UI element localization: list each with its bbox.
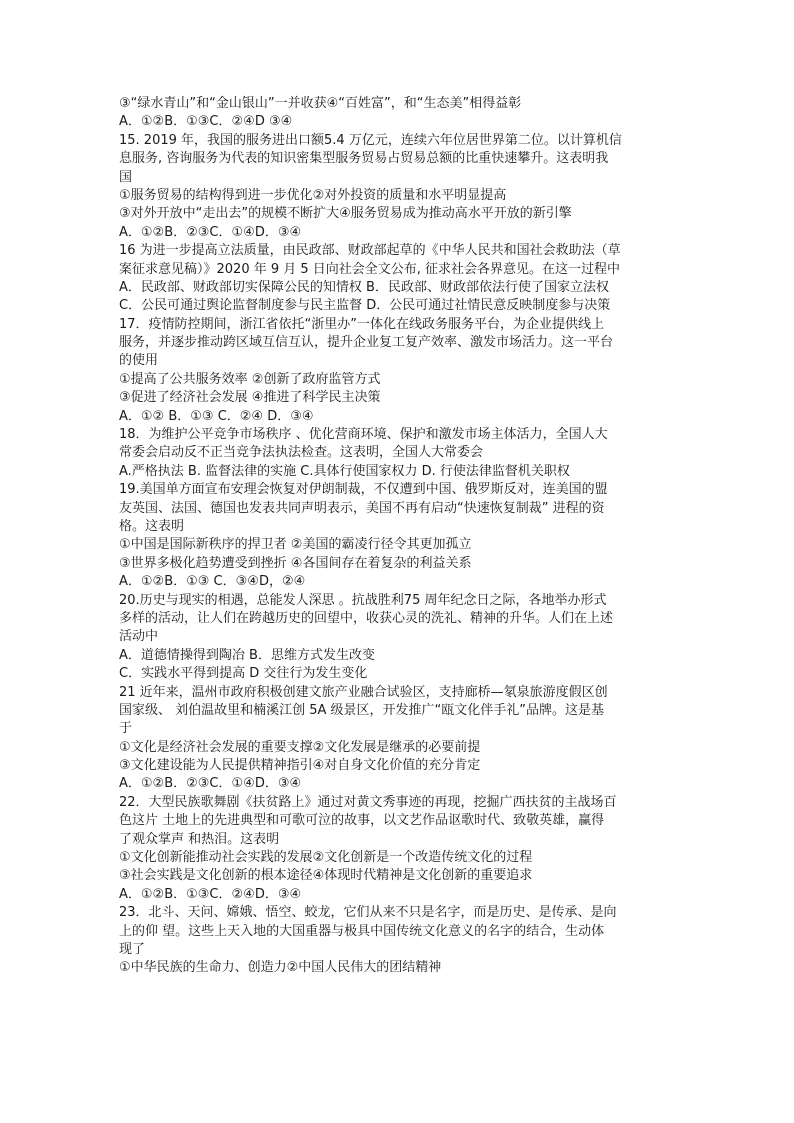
text-line: 22．大型民族歌舞剧《扶贫路上》通过对黄文秀事迹的再现，挖掘广西扶贫的主战场百 [119, 794, 617, 810]
text-line: A．①②B．②③C．①④D．③④ [119, 224, 302, 240]
text-line: 了观众掌声 和热泪。这表明 [119, 831, 280, 847]
text-line: ①中华民族的生命力、创造力②中国人民伟大的团结精神 [119, 960, 442, 976]
text-line: 上的仰 望。这些上天入地的大国重器与极具中国传统文化意义的名字的结合，生动体 [119, 923, 605, 939]
text-line: 18．为维护公平竞争市场秩序 、优化营商环境、保护和激发市场主体活力，全国人大 [119, 427, 608, 443]
text-line: 友英国、法国、德国也发表共同声明表示，美国不再有启动“快速恢复制裁” 进程的资 [119, 500, 605, 516]
text-line: 21 近年来，温州市政府积极创建文旅产业融合试验区，支持廊桥—氡泉旅游度假区创 [119, 684, 608, 700]
text-line: ①中国是国际新秩序的捍卫者 ②美国的霸凌行径令其更加孤立 [119, 537, 472, 553]
text-line: 格。这表明 [119, 518, 185, 534]
text-line: A．①②B．①③C．②④D．③④ [119, 886, 302, 902]
text-line: ③促进了经济社会发展 ④推进了科学民主决策 [119, 390, 381, 406]
text-line: A.严格执法 B. 监督法律的实施 C.具体行使国家权力 D. 行使法律监督机关职权 [119, 463, 570, 479]
text-line: A．道德情操得到陶冶 B．思维方式发生改变 [119, 647, 375, 663]
text-line: 15. 2019 年，我国的服务进出口额5.4 万亿元，连续六年位居世界第二位。以计算机信 [119, 132, 622, 148]
text-line: ③文化建设能为人民提供精神指引④对自身文化价值的充分肯定 [119, 758, 481, 774]
text-line: A．①②B．①③ C．③④D，②④ [119, 574, 306, 590]
document-page [119, 95, 679, 978]
text-line: 的使用 [119, 353, 159, 369]
text-line: ③“绿水青山”和“金山银山”一并收获④“百姓富”，和“生态美”相得益彰 [119, 96, 522, 111]
text-line: 国 [119, 169, 133, 185]
text-line: 国家级、 刘伯温故里和楠溪江创 5A 级景区，开发推广“瓯文化伴手礼”品牌。这是基 [119, 702, 605, 718]
text-line: ③社会实践是文化创新的根本途径④体现时代精神是文化创新的重要追求 [119, 868, 533, 884]
text-line: ①服务贸易的结构得到进一步优化②对外投资的质量和水平明显提高 [119, 187, 507, 203]
text-line: 19.美国单方面宣布安理会恢复对伊朗制裁，不仅遭到中国、俄罗斯反对，连美国的盟 [119, 482, 608, 498]
text-line: 于 [119, 721, 133, 737]
text-line: A．①② B．①③ C．②④ D．③④ [119, 408, 314, 424]
text-line: 息服务, 咨询服务为代表的知识密集型服务贸易占贸易总额的比重快速攀升。这表明我 [119, 151, 609, 167]
text-line: A．①②B．②③C．①④D．③④ [119, 776, 302, 792]
text-line: 现了 [119, 941, 146, 957]
text-line: C．公民可通过舆论监督制度参与民主监督 D．公民可通过社情民意反映制度参与决策 [119, 298, 611, 314]
text-line: 16 为进一步提高立法质量，由民政部、财政部起草的《中华人民共和国社会救助法（草 [119, 243, 621, 259]
text-line: ①文化是经济社会发展的重要支撑②文化发展是继承的必要前提 [119, 739, 481, 755]
text-line: 服务，并逐步推动跨区域互信互认，提升企业复工复产效率、激发市场活力。这一平台 [119, 335, 614, 351]
text-line: 色这片 土地上的先进典型和可歌可泣的故事，以文艺作品讴歌时代、致敬英雄，赢得 [119, 813, 605, 829]
text-line: ①文化创新能推动社会实践的发展②文化创新是一个改造传统文化的过程 [119, 850, 533, 866]
text-line: ③世界多极化趋势遭受到挫折 ④各国间存在着复杂的利益关系 [119, 555, 472, 571]
text-line: C．实践水平得到提高 D 交往行为发生变化 [119, 666, 368, 682]
text-line: 多样的活动，让人们在跨越历史的回望中，收获心灵的洗礼、精神的升华。人们在上述 [119, 610, 614, 626]
text-line: 20.历史与现实的相遇，总能发人深思 。抗战胜利75 周年纪念日之际，各地举办形式 [119, 592, 607, 608]
text-line: 案征求意见稿）》2020 年 9 月 5 日向社会全文公布, 征求社会各界意见。在这一过程中 [119, 261, 621, 277]
text-line: 23．北斗、天问、嫦娥、悟空、蛟龙，它们从来不只是名字，而是历史、是传承、是向 [119, 905, 617, 921]
text-line: 活动中 [119, 629, 159, 645]
text-line: A．①②B．①③C．②④D ③④ [119, 114, 293, 130]
text-line: 17．疫情防控期间，浙江省依托“浙里办”一体化在线政务服务平台，为企业提供线上 [119, 316, 605, 332]
text-line: 常委会启动反不正当竞争法执法检查。这表明，全国人大常委会 [119, 445, 484, 461]
text-line: ①提高了公共服务效率 ②创新了政府监管方式 [119, 371, 381, 387]
text-line: A．民政部、财政部切实保障公民的知情权 B．民政部、财政部依法行使了国家立法权 [119, 279, 609, 295]
text-line: ③对外开放中“走出去”的规模不断扩大④服务贸易成为推动高水平开放的新引擎 [119, 206, 572, 222]
